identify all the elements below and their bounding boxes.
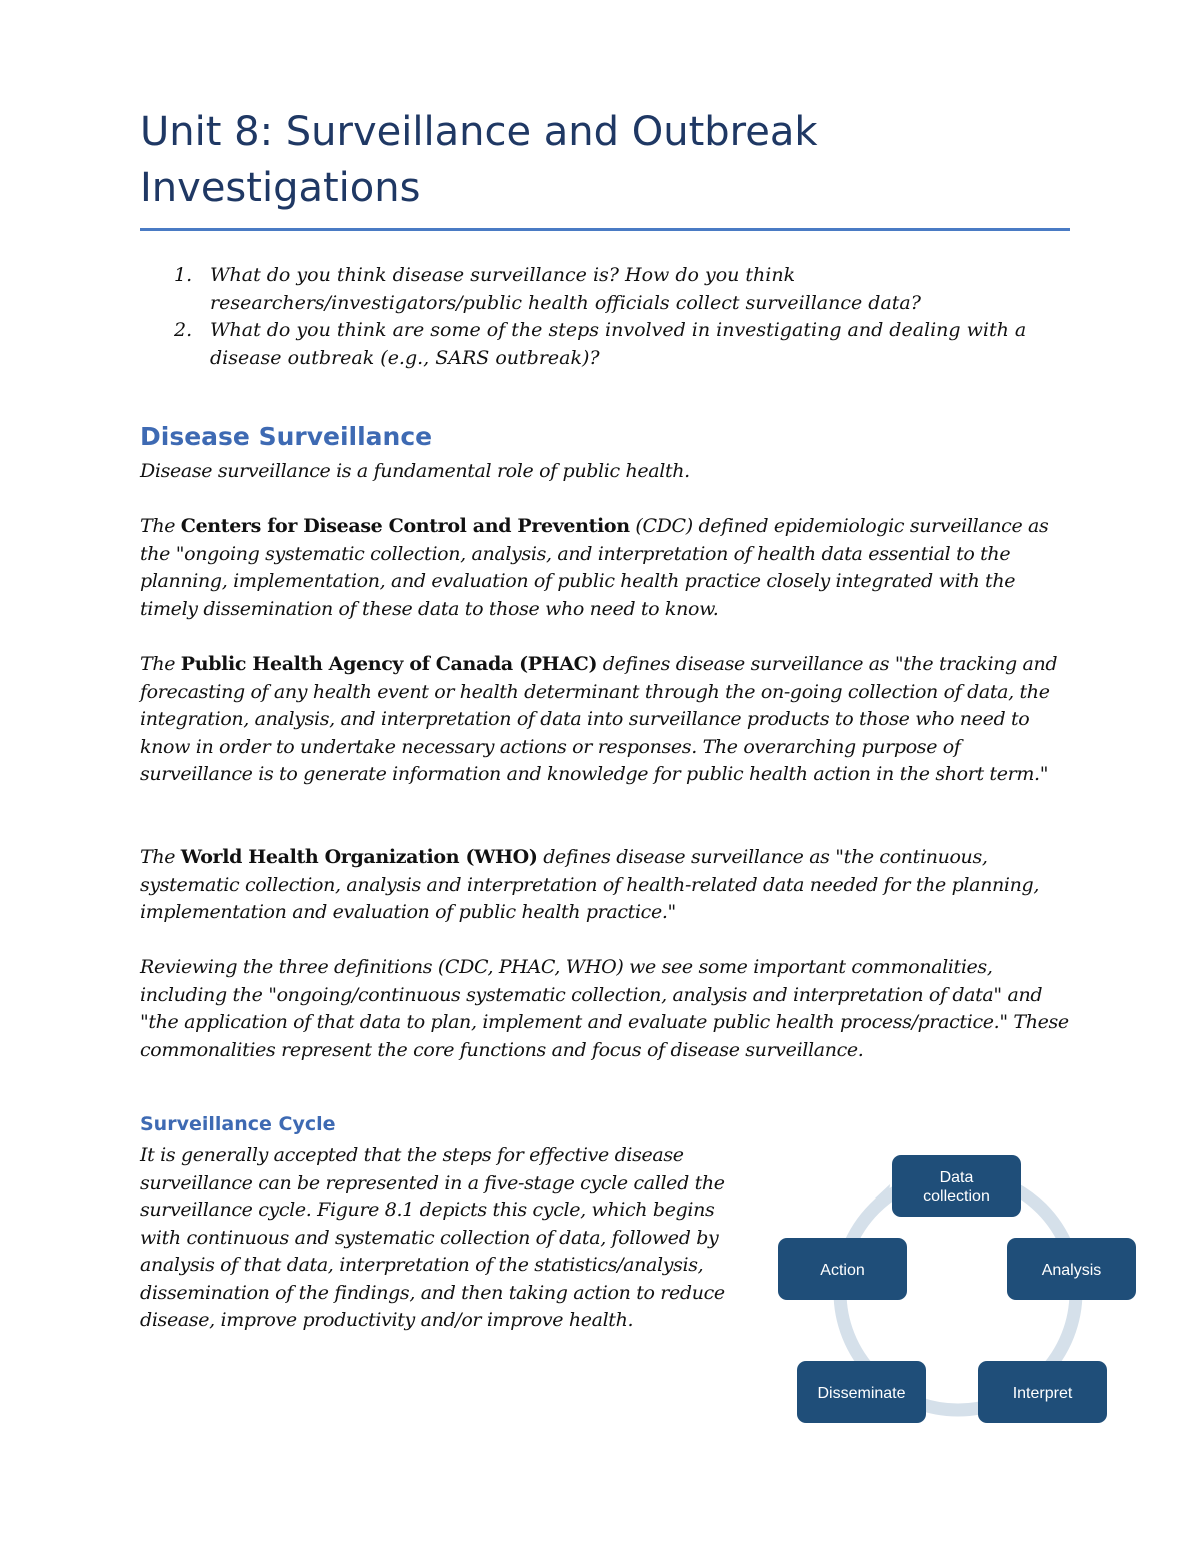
section-heading-surveillance-cycle: Surveillance Cycle	[140, 1113, 336, 1135]
title-divider	[140, 228, 1070, 231]
node-box	[892, 1155, 1021, 1217]
node-label: Analysis	[1041, 1262, 1102, 1279]
who-definition-text: defines disease surveillance as "the continuous, systematic collection, analysis and interpretation of health-related data needed for the planning, implementation and evaluation of public health practice."	[140, 846, 1040, 923]
node-label: Interpret	[1012, 1385, 1073, 1402]
phac-definition	[140, 651, 1070, 789]
node-label: Action	[820, 1262, 865, 1279]
who-prefix: The	[140, 846, 181, 868]
phac-org-name: Public Health Agency of Canada (PHAC)	[180, 653, 598, 675]
cycle-node-action	[778, 1238, 907, 1300]
list-item	[140, 262, 1060, 317]
phac-prefix: The	[140, 653, 181, 675]
question-number: 1.	[174, 264, 193, 286]
cdc-definition-text: (CDC) defined epidemiologic surveillance as the "ongoing systematic collection, analysis, and interpretation of health data essential to the planning, implementation, and evaluation of public health practice closely integrated with the timely dissemination of these data to those who need to know.	[140, 515, 1049, 620]
cycle-node-data-collection	[892, 1155, 1021, 1217]
who-definition	[140, 844, 1070, 927]
node-label: collection	[923, 1188, 990, 1205]
surveillance-cycle-diagram	[775, 1150, 1140, 1430]
cdc-org-name: Centers for Disease Control and Prevention	[180, 515, 630, 537]
surveillance-cycle-paragraph: It is generally accepted that the steps for effective disease surveillance can be represented in a five-stage cycle called the surveillance cycle. Figure 8.1 depicts this cycle, which begins with continuous and systematic collection of data, followed by analysis of that data, interpretation of the statistics/analysis, dissemination of the findings, and then taking action to reduce disease, improve productivity and/or improve health.	[140, 1144, 725, 1331]
node-label: Disseminate	[817, 1385, 906, 1402]
phac-definition-text: defines disease surveillance as "the tracking and forecasting of any health event or health determinant through the on-going collection of data, the integration, analysis, and interpretation of data into surveillance products to those who need to know in order to undertake necessary actions or responses. The overarching purpose of surveillance is to generate information and knowledge for public health action in the short term."	[140, 653, 1058, 785]
node-label: Data	[939, 1169, 974, 1186]
question-number: 2.	[174, 319, 193, 341]
review-paragraph: Reviewing the three definitions (CDC, PHAC, WHO) we see some important commonalities, including the "ongoing/continuous systematic collection, analysis and interpretation of data" and "the application of that data to plan, implement and evaluate public health process/practice." These commonalities represent the core functions and focus of disease surveillance.	[140, 956, 1069, 1061]
question-text: What do you think are some of the steps involved in investigating and dealing with a disease outbreak (e.g., SARS outbreak)?	[210, 319, 1027, 369]
list-item	[140, 317, 1060, 372]
question-text: What do you think disease surveillance is? How do you think researchers/investigators/public health officials collect surveillance data?	[210, 264, 921, 314]
cycle-node-interpret	[978, 1361, 1107, 1423]
section-heading-disease-surveillance: Disease Surveillance	[140, 422, 433, 451]
who-org-name: World Health Organization (WHO)	[180, 846, 538, 868]
intro-paragraph: Disease surveillance is a fundamental role of public health.	[140, 460, 690, 482]
cdc-definition	[140, 513, 1070, 623]
cycle-node-disseminate	[797, 1361, 926, 1423]
cycle-node-analysis	[1007, 1238, 1136, 1300]
cdc-prefix: The	[140, 515, 181, 537]
page-title: Unit 8: Surveillance and Outbreak Investigations	[140, 109, 818, 211]
question-list	[140, 262, 1060, 372]
